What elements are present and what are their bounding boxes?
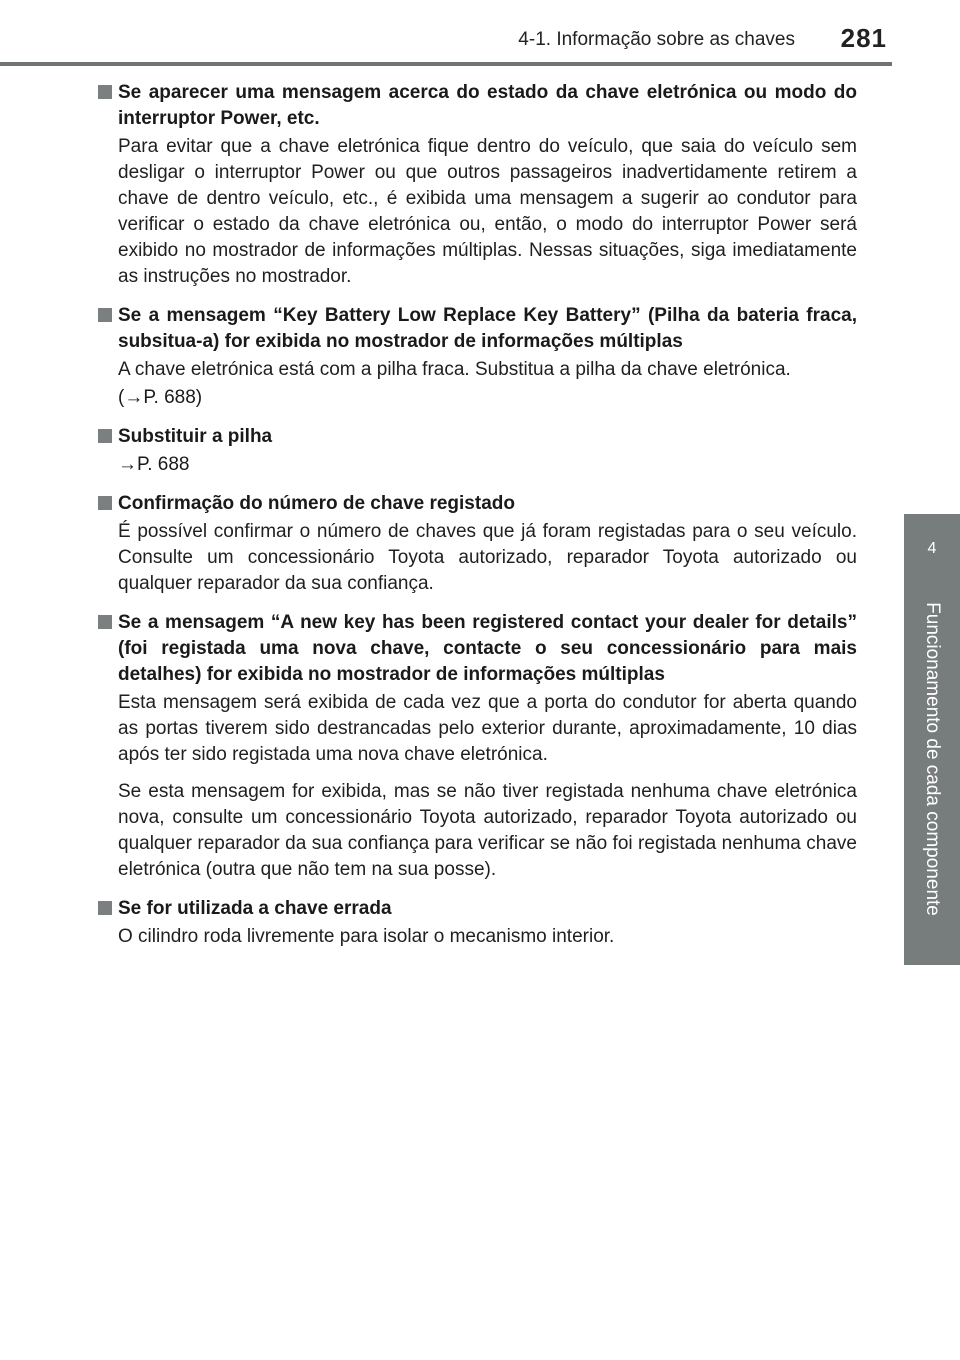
item-paragraph: Se esta mensagem for exibida, mas se não tiver registada nenhuma chave eletrónica nova, consulte um concessionário Toyota autorizado, reparador Toyota autorizado ou qualquer reparador da sua confiança para verificar se não foi registada nenhuma chave eletrónica (outra que não tem na sua posse). xyxy=(118,781,857,880)
square-bullet-icon xyxy=(98,308,112,322)
item-title xyxy=(97,80,857,132)
chapter-label: Funcionamento de cada componente xyxy=(922,602,943,916)
item-title xyxy=(97,303,857,355)
square-bullet-icon xyxy=(98,429,112,443)
item-title-text: Se a mensagem “A new key has been registered contact your dealer for details” (foi registada uma nova chave, contacte o seu concessionário para mais detalhes) for exibida no mostrador de informações múltiplas xyxy=(118,612,857,685)
item-title-text: Substituir a pilha xyxy=(118,426,273,447)
section-item xyxy=(97,424,857,478)
item-title-text: Se a mensagem “Key Battery Low Replace Key Battery” (Pilha da bateria fraca, subsitua-a) for exibida no mostrador de informações múltiplas xyxy=(118,305,857,352)
page-header xyxy=(0,0,892,66)
section-title: 4-1. Informação sobre as chaves xyxy=(518,29,795,50)
chapter-number: 4 xyxy=(927,540,937,557)
section-item xyxy=(97,896,857,950)
item-title xyxy=(97,896,857,922)
chapter-tab xyxy=(904,514,960,965)
item-paragraph: Para evitar que a chave eletrónica fique dentro do veículo, que saia do veículo sem desligar o interruptor Power ou que outros passageiros inadvertidamente retirem a chave de dentro veículo, etc., é exibida uma mensagem a sugerir ao condutor para verificar o estado da chave eletrónica ou, então, o modo do interruptor Power será exibido no mostrador de informações múltiplas. Nessas situações, siga imediatamente as instruções no mostrador. xyxy=(118,136,857,287)
section-item xyxy=(97,303,857,411)
item-title xyxy=(97,424,857,450)
square-bullet-icon xyxy=(98,901,112,915)
item-title xyxy=(97,491,857,517)
section-item xyxy=(97,80,857,290)
item-title-text: Confirmação do número de chave registado xyxy=(118,493,515,514)
square-bullet-icon xyxy=(98,615,112,629)
section-item xyxy=(97,610,857,883)
page-reference-link[interactable]: (→P. 688) xyxy=(118,387,203,408)
item-paragraph: O cilindro roda livremente para isolar o mecanismo interior. xyxy=(118,926,615,947)
item-title xyxy=(97,610,857,688)
item-title-text: Se aparecer uma mensagem acerca do estado da chave eletrónica ou modo do interruptor Power, etc. xyxy=(118,82,857,129)
page-content xyxy=(97,80,857,963)
item-paragraph: Esta mensagem será exibida de cada vez que a porta do condutor for aberta quando as portas tiverem sido destrancadas pelo exterior durante, aproximadamente, 10 dias após ter sido registada uma nova chave eletrónica. xyxy=(118,692,857,765)
item-paragraph: A chave eletrónica está com a pilha fraca. Substitua a pilha da chave eletrónica. xyxy=(118,359,791,380)
item-title-text: Se for utilizada a chave errada xyxy=(118,898,392,919)
page-number: 281 xyxy=(840,23,887,53)
square-bullet-icon xyxy=(98,85,112,99)
page-reference-link[interactable]: →P. 688 xyxy=(118,454,190,475)
section-item xyxy=(97,491,857,597)
square-bullet-icon xyxy=(98,496,112,510)
item-paragraph: É possível confirmar o número de chaves que já foram registadas para o seu veículo. Consulte um concessionário Toyota autorizado, reparador Toyota autorizado ou qualquer reparador da sua confiança. xyxy=(118,521,857,594)
